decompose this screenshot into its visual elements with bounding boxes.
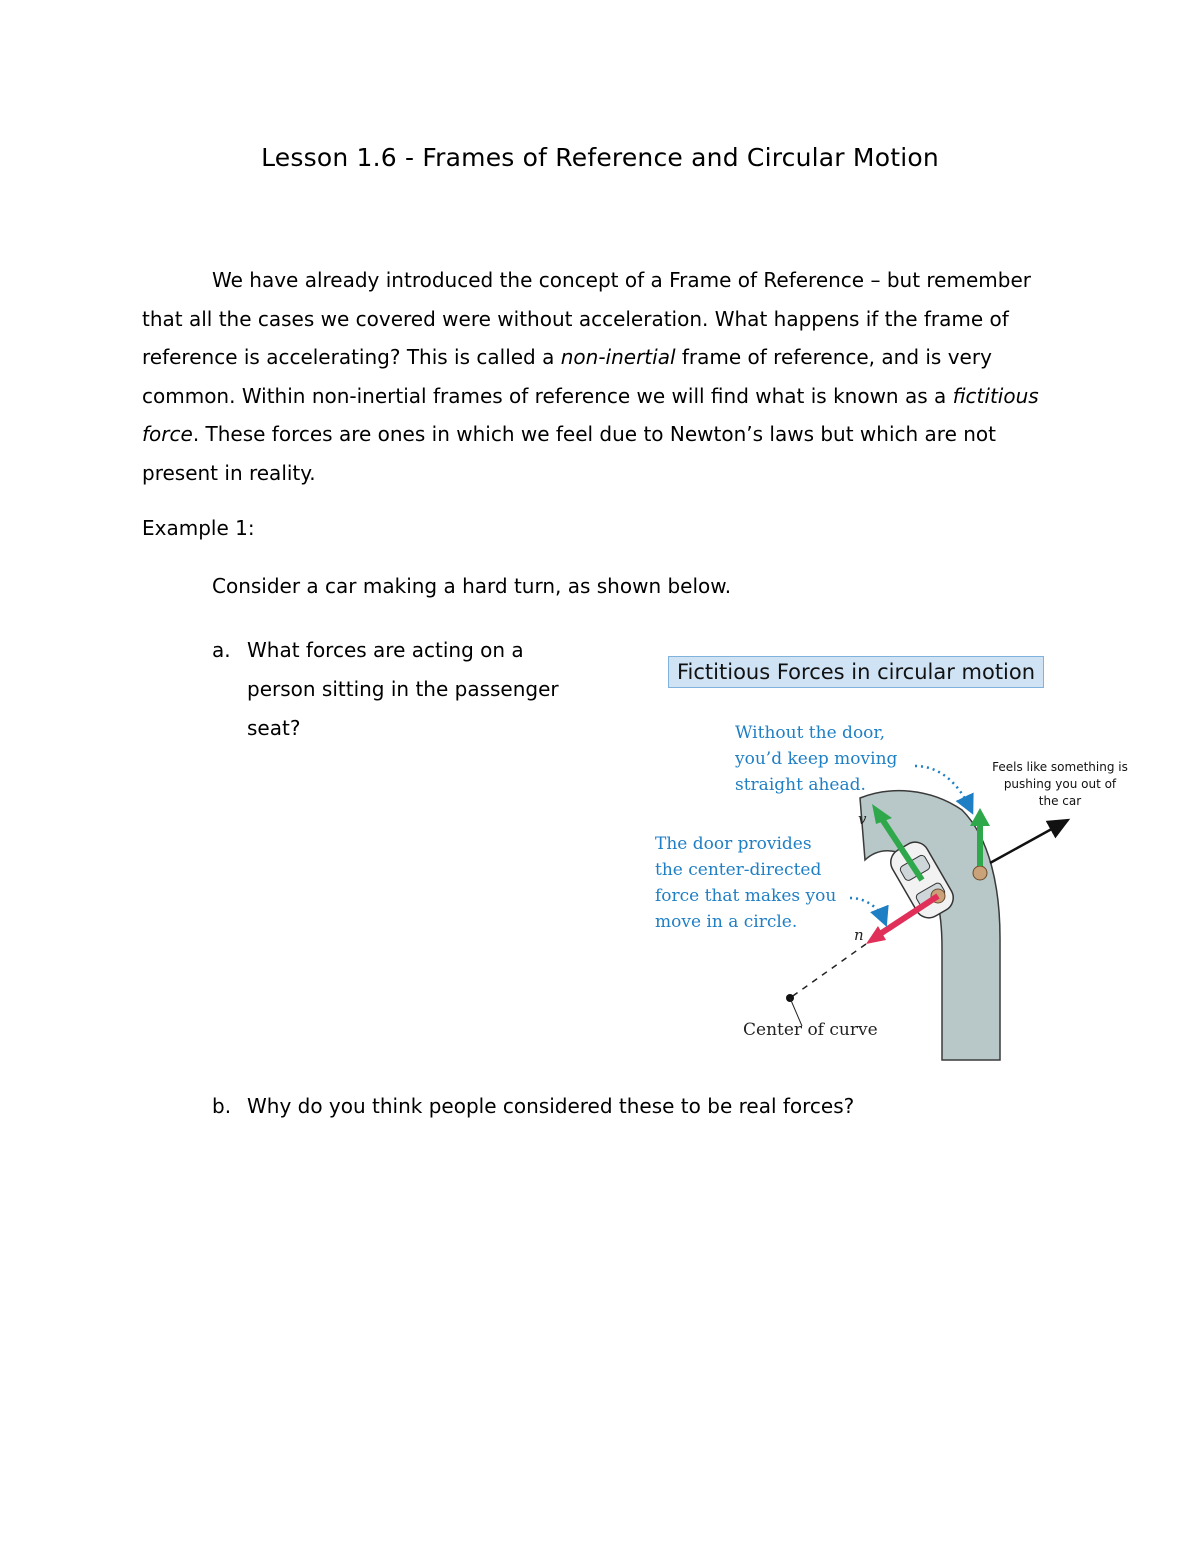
radius-line	[790, 944, 866, 998]
center-of-curve-label: Center of curve	[743, 1020, 878, 1040]
door-provides-caption	[655, 831, 836, 935]
term-fictitious-force: fictitious force	[142, 383, 1039, 447]
feels-like-line: the car	[1038, 794, 1082, 808]
figure-title: Fictitious Forces in circular motion	[668, 656, 1044, 688]
intro-text-2: frame of reference, and is very common. Within non-inertial frames of reference we will find what is known as a	[142, 345, 992, 408]
without-door-line: Without the door,	[735, 723, 886, 743]
feels-like-line: pushing you out of	[1003, 777, 1117, 791]
door-provides-line: the center-directed	[655, 860, 822, 880]
question-a-text: What forces are acting on a person sitting in the passenger seat?	[247, 638, 559, 740]
intro-text-3: . These forces are ones in which we feel due to Newton’s laws but which are not present in reality.	[142, 422, 997, 485]
without-door-line: straight ahead.	[735, 775, 866, 795]
feels-like-caption	[985, 759, 1135, 810]
intro-text-1: We have already introduced the concept of a Frame of Reference – but remember that all the cases we covered were without acceleration. What happens if the frame of reference is accelerating? This is called a	[142, 268, 1031, 370]
question-a-label: a.	[212, 638, 231, 662]
example-prompt: Consider a car making a hard turn, as shown below.	[212, 574, 732, 598]
without-door-line: you’d keep moving	[735, 749, 898, 769]
question-b-text: Why do you think people considered these to be real forces?	[247, 1094, 855, 1118]
vector-n-label: n	[854, 926, 864, 944]
door-provides-line: move in a circle.	[655, 912, 798, 932]
example-heading: Example 1:	[142, 516, 255, 540]
door-provides-leader	[850, 898, 884, 920]
door-provides-line: The door provides	[655, 834, 812, 854]
door-provides-line: force that makes you	[655, 886, 837, 906]
outward-push-arrow	[990, 820, 1068, 863]
page-title: Lesson 1.6 - Frames of Reference and Circular Motion	[261, 143, 939, 172]
question-b-label: b.	[212, 1094, 232, 1118]
term-non-inertial: non-inertial	[560, 345, 676, 370]
vector-v-label: v	[858, 810, 867, 828]
without-door-caption	[735, 720, 897, 798]
intro-paragraph	[142, 261, 1062, 493]
feels-like-line: Feels like something is	[992, 760, 1128, 774]
circular-motion-figure	[640, 648, 1140, 1068]
